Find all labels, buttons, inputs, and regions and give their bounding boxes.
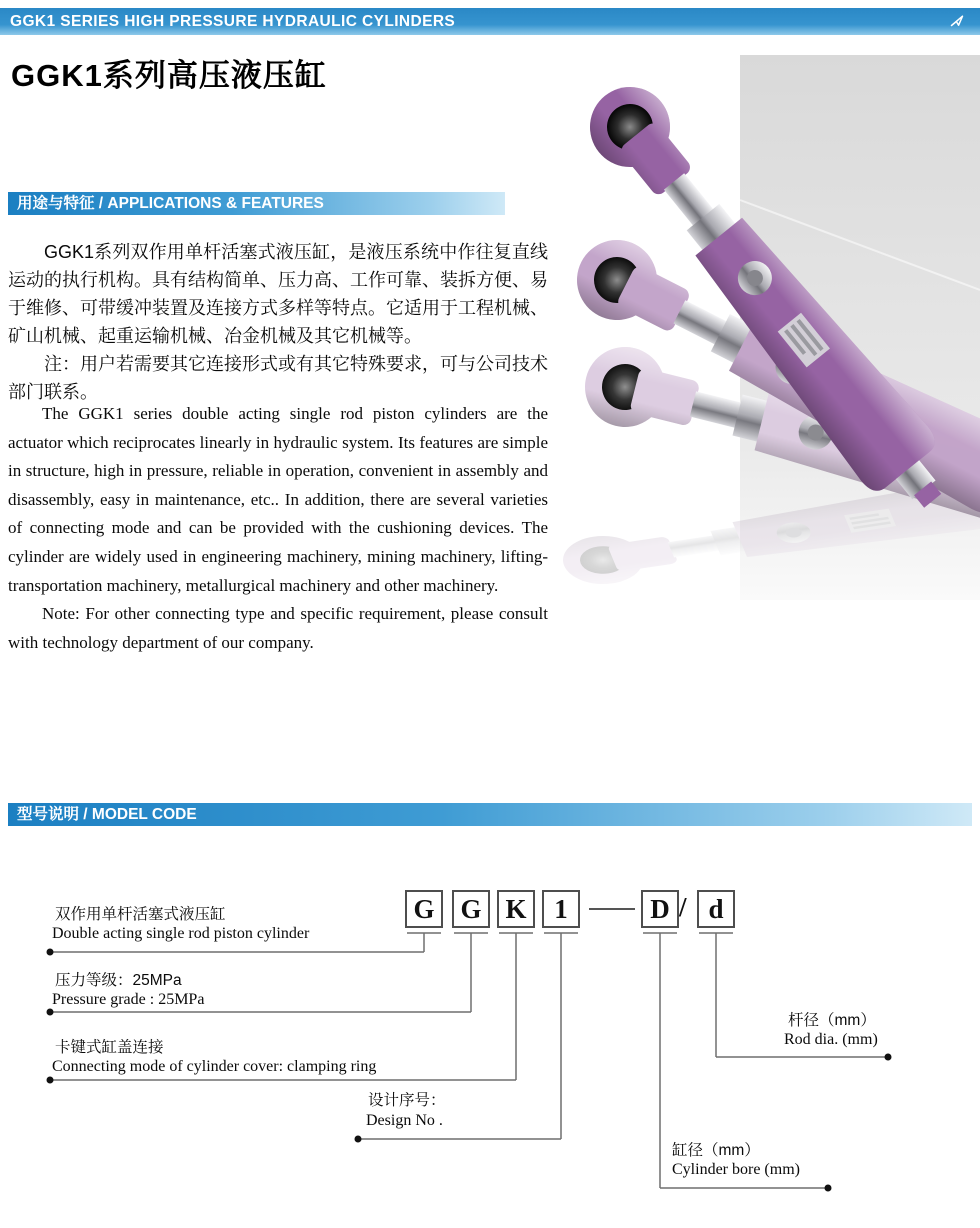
- label-cylinder-type-en: Double acting single rod piston cylinder: [52, 925, 310, 942]
- code-box-1: 1: [542, 890, 580, 928]
- label-connecting-mode-en: Connecting mode of cylinder cover: clamping ring: [52, 1058, 377, 1075]
- code-slash: /: [679, 892, 687, 922]
- code-box-k: K: [497, 890, 535, 928]
- en-body-text: The GGK1 series double acting single rod piston cylinders are the actuator which reciprocates linearly in hydraulic system. Its features are simple in structure, high in pressure, reliable in operation, convenient in assembly and disassembly, easy in maintenance, etc.. In addition, there are several varieties of connecting mode and can be provided with the cushioning devices. The cylinder are widely used in engineering machinery, mining machinery, lifting-transportation machinery, metallurgical machinery and other machinery.: [8, 404, 548, 595]
- zh-note-text: 注：用户若需要其它连接形式或有其它特殊要求，可与公司技术部门联系。: [8, 354, 548, 402]
- label-connecting-mode-zh: 卡键式缸盖连接: [55, 1039, 164, 1056]
- label-pressure-grade-en: Pressure grade : 25MPa: [52, 991, 205, 1008]
- model-code-diagram: [0, 880, 980, 1228]
- label-cylinder-bore-zh: 缸径（mm）: [672, 1142, 760, 1159]
- code-box-d: d: [697, 890, 735, 928]
- code-dash: [589, 908, 635, 910]
- top-banner: [0, 8, 980, 35]
- label-rod-dia-en: Rod dia. (mm): [784, 1031, 878, 1048]
- applications-paragraph-zh: [8, 238, 548, 406]
- label-rod-dia-zh: 杆径（mm）: [788, 1012, 876, 1029]
- banner-title: GGK1 SERIES HIGH PRESSURE HYDRAULIC CYLINDERS: [10, 12, 456, 30]
- code-box-g2: G: [452, 890, 490, 928]
- label-design-no-en: Design No .: [366, 1112, 443, 1129]
- label-design-no-zh: 设计序号：: [368, 1092, 446, 1109]
- corner-arrow-icon: [950, 13, 966, 29]
- section-header-model-code: 型号说明 / MODEL CODE: [8, 803, 972, 826]
- page-title: GGK1系列高压液压缸: [11, 58, 327, 93]
- en-note-text: Note: For other connecting type and specific requirement, please consult with technology department of our company.: [8, 604, 548, 652]
- label-cylinder-type-zh: 双作用单杆活塞式液压缸: [55, 906, 226, 923]
- label-pressure-grade-zh: 压力等级：25MPa: [55, 972, 182, 989]
- code-box-g1: G: [405, 890, 443, 928]
- product-photo: [563, 55, 980, 605]
- label-cylinder-bore-en: Cylinder bore (mm): [672, 1161, 800, 1178]
- code-box-D: D: [641, 890, 679, 928]
- section-header-applications: 用途与特征 / APPLICATIONS & FEATURES: [8, 192, 505, 215]
- zh-body-text: GGK1系列双作用单杆活塞式液压缸，是液压系统中作往复直线运动的执行机构。具有结构简单、压力高、工作可靠、装拆方便、易于维修、可带缓冲装置及连接方式多样等特点。它适用于工程机械、矿山机械、起重运输机械、冶金机械及其它机械等。: [8, 242, 548, 346]
- applications-paragraph-en: [8, 400, 548, 657]
